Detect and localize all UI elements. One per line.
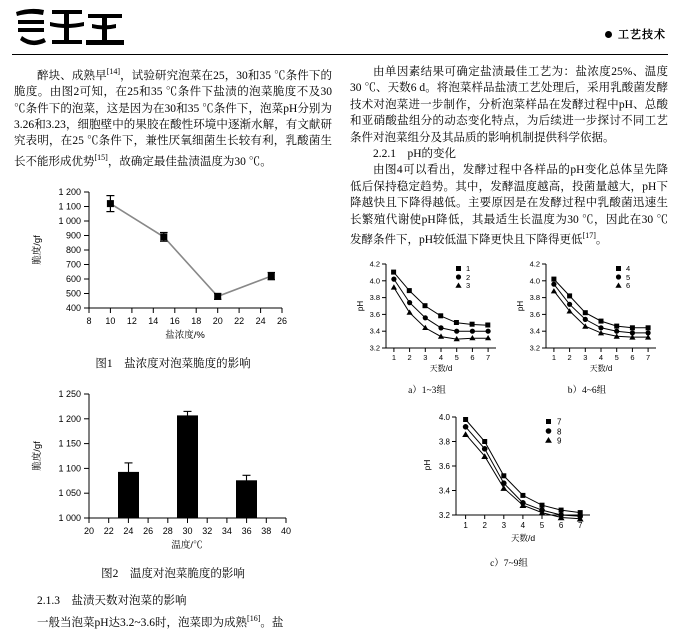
section-heading-2-1-3: 2.1.3 盐渍天数对泡菜的影响 [37,594,187,607]
svg-text:天数/d: 天数/d [510,533,536,544]
svg-text:36: 36 [241,525,252,536]
svg-text:6: 6 [630,353,635,363]
svg-text:4.0: 4.0 [438,412,450,422]
svg-text:3.8: 3.8 [369,293,380,303]
right-column [350,64,668,572]
svg-text:温度/℃: 温度/℃ [171,539,203,551]
svg-text:4.0: 4.0 [529,276,540,286]
svg-text:1 050: 1 050 [58,488,81,499]
figure-4a-caption: a）1~3组 [408,385,446,396]
svg-text:3.8: 3.8 [529,293,540,303]
left-paragraph-1: 醉块、成熟早[14]，试验研究泡菜在25，30和35 ℃条件下的脆度。由图2可知，在25和35 ℃条件下盐渍的泡菜脆度不及30 ℃条件下的泡菜，这是因为在30和35 ℃条件下，泡菜pH分别为3.26和3.23，细胞壁中的果胶在酸性环境中逐渐水解，有文献研究表明，在25 ℃条件下，兼性厌氧细菌生长较有利，乳酸菌生长不能形成优势[15]，故确定最佳盐渍温度为30 ℃。 [14,67,333,168]
svg-text:7: 7 [557,417,562,427]
svg-text:2: 2 [567,353,572,363]
svg-text:7: 7 [577,521,583,531]
svg-text:22: 22 [103,525,114,536]
svg-text:6: 6 [558,521,564,531]
svg-text:500: 500 [65,288,81,299]
svg-text:天数/d: 天数/d [589,364,613,374]
svg-text:1: 1 [391,353,396,363]
svg-text:3: 3 [583,353,588,363]
svg-text:3.6: 3.6 [369,310,380,320]
figure-1-caption: 图1 盐浓度对泡菜脆度的影响 [95,357,251,370]
svg-text:16: 16 [169,316,180,327]
svg-text:2: 2 [482,521,487,531]
svg-text:38: 38 [261,525,272,536]
svg-text:4.2: 4.2 [529,259,540,269]
figure-4c-chart [350,407,668,572]
svg-text:5: 5 [539,521,545,531]
svg-text:10: 10 [105,316,116,327]
svg-text:7: 7 [486,353,491,363]
svg-text:4: 4 [520,521,526,531]
svg-text:1 200: 1 200 [58,413,81,424]
svg-text:900: 900 [65,230,81,241]
svg-text:2: 2 [407,353,412,363]
svg-text:3.2: 3.2 [369,343,380,353]
svg-text:1 000: 1 000 [58,512,81,523]
svg-text:7: 7 [646,353,651,363]
svg-text:800: 800 [65,245,81,256]
svg-text:3.4: 3.4 [529,326,540,336]
svg-text:4: 4 [598,353,604,363]
svg-text:1 000: 1 000 [58,216,81,227]
journal-logo [12,6,132,50]
svg-text:40: 40 [280,525,292,536]
svg-text:26: 26 [143,525,154,536]
svg-text:3.6: 3.6 [529,310,540,320]
svg-text:6: 6 [470,353,475,363]
svg-text:1 150: 1 150 [58,438,81,449]
svg-text:3.2: 3.2 [529,343,540,353]
left-column [14,64,332,631]
figure-4-row [350,256,668,399]
svg-text:3.2: 3.2 [438,510,450,520]
svg-text:3: 3 [466,281,471,291]
svg-text:600: 600 [65,274,81,285]
svg-text:5: 5 [626,273,631,283]
svg-text:4: 4 [438,353,444,363]
svg-text:1: 1 [551,353,556,363]
right-paragraph-1: 由单因素结果可确定盐渍最佳工艺为：盐浓度25%、温度30 ℃、天数6 d。将泡菜样品盐渍工艺处理后，采用乳酸菌发酵技术对泡菜进一步制作，分析泡菜样品在发酵过程中pH、总酸和亚硝酸盐组分的动态变化特点，为后续进一步探讨不同工艺条件对泡菜组分及其品质的影响机制提供科学依据。 [350,66,668,144]
svg-text:20: 20 [212,316,223,327]
svg-text:32: 32 [202,525,213,536]
svg-text:4.0: 4.0 [369,276,380,286]
bullet-icon [605,31,612,38]
figure-4b-chart [510,256,664,399]
figure-4a-chart [350,256,504,399]
svg-text:4: 4 [626,264,631,274]
svg-text:盐浓度/%: 盐浓度/% [165,330,205,342]
figure-1-chart [14,178,332,351]
svg-text:脆度/gf: 脆度/gf [32,235,43,265]
svg-text:18: 18 [191,316,202,327]
svg-text:1: 1 [463,521,468,531]
svg-text:20: 20 [83,525,95,536]
svg-text:24: 24 [255,316,266,327]
svg-text:5: 5 [614,353,619,363]
svg-text:400: 400 [65,303,81,314]
svg-text:pH: pH [422,459,432,471]
svg-text:天数/d: 天数/d [429,364,453,374]
svg-text:9: 9 [557,436,562,446]
svg-text:3: 3 [501,521,507,531]
svg-text:34: 34 [221,525,232,536]
figure-2-chart [14,382,332,562]
figure-2-caption: 图2 温度对泡菜脆度的影响 [101,568,245,581]
svg-text:3.4: 3.4 [438,486,450,496]
svg-text:1: 1 [466,264,471,274]
svg-text:28: 28 [162,525,173,536]
svg-text:3.6: 3.6 [438,461,450,471]
header-divider [12,54,668,55]
figure-4c-caption: c）7~9组 [490,558,528,569]
svg-text:22: 22 [234,316,245,327]
svg-text:24: 24 [123,525,134,536]
svg-text:3.4: 3.4 [369,326,380,336]
svg-text:4.2: 4.2 [369,259,380,269]
svg-text:14: 14 [148,316,159,327]
right-paragraph-2: 由图4可以看出，发酵过程中各样品的pH变化总体呈先降低后保持稳定趋势。其中，发酵温度越高，投菌量越大，pH下降越快且下降得越低。主要原因是在发酵过程中乳酸菌迅速生长繁殖代谢使pH降低，其最适生长温度为30 ℃，因此在30 ℃发酵条件下，pH较低温下降更快且下降得更低[17]。 [350,164,668,246]
svg-text:1 200: 1 200 [58,187,81,198]
header-section-text: 工艺技术 [618,29,666,41]
svg-text:3.8: 3.8 [438,437,450,447]
svg-text:700: 700 [65,259,81,270]
svg-text:26: 26 [276,316,288,327]
svg-text:脆度/gf: 脆度/gf [32,441,43,471]
svg-text:1 100: 1 100 [58,463,81,474]
svg-text:8: 8 [557,427,562,437]
svg-text:30: 30 [182,525,193,536]
svg-text:1 250: 1 250 [58,388,81,399]
svg-text:12: 12 [126,316,137,327]
svg-text:5: 5 [454,353,459,363]
svg-text:1 100: 1 100 [58,201,81,212]
svg-text:2: 2 [466,273,471,283]
svg-text:pH: pH [516,301,525,312]
svg-text:3: 3 [423,353,428,363]
svg-text:8: 8 [86,316,92,327]
figure-4b-caption: b）4~6组 [567,385,607,396]
left-paragraph-2: 一般当泡菜pH达3.2~3.6时，泡菜即为成熟[16]。盐 [37,614,284,629]
svg-text:6: 6 [626,281,631,291]
section-heading-2-2-1: 2.2.1 pH的变化 [373,148,457,161]
svg-text:pH: pH [356,301,365,312]
header-section-label [605,26,666,42]
